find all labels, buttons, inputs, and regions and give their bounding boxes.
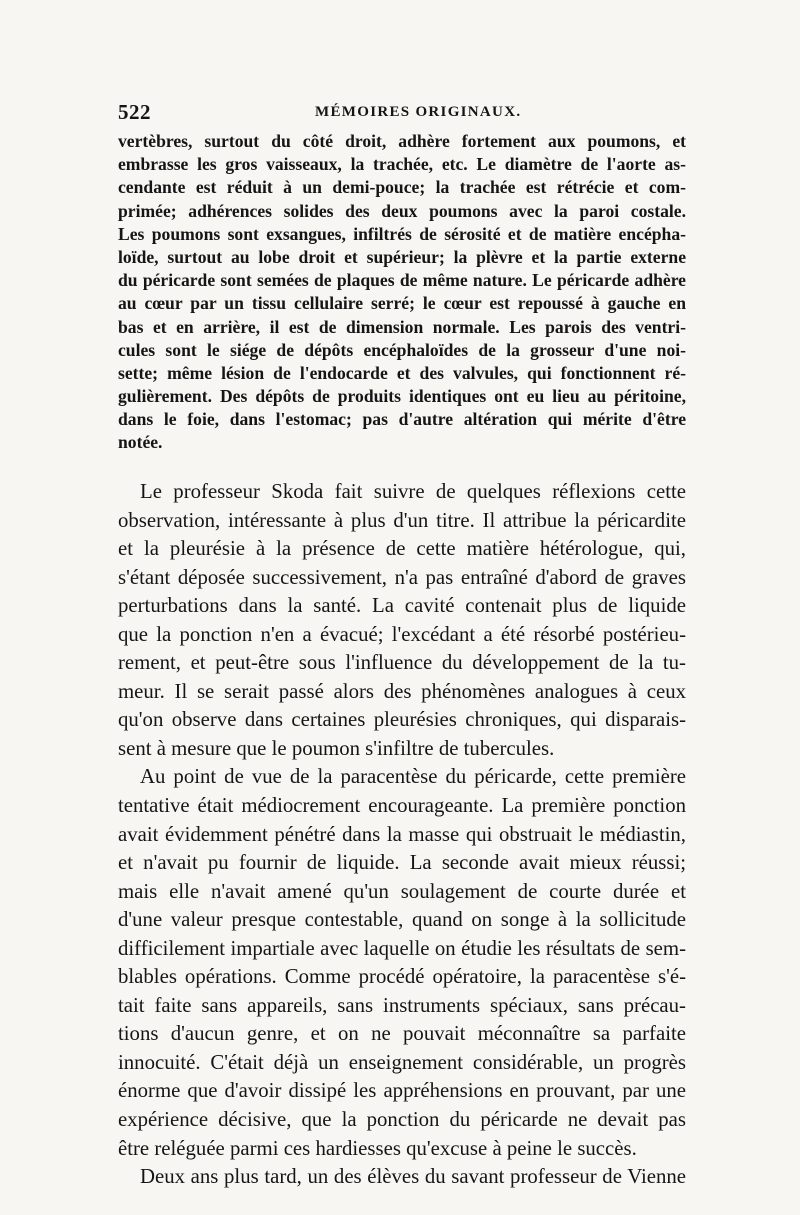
text-line: d'une valeur presque contestable, quand on songe à la sollicitude [118,908,686,932]
text-line: s'étant déposée successivement, n'a pas entraîné d'abord de graves [118,565,686,589]
text-line: Au point de vue de la paracentèse du péricarde, cette première [140,765,686,789]
text-line: et la pleurésie à la présence de cette matière hétérologue, qui, [118,537,686,561]
text-line: bas et en arrière, il est de dimension normale. Les parois des ventri- [118,316,686,337]
text-line: vertèbres, surtout du côté droit, adhère fortement aux poumons, et [118,131,686,151]
text-line: tions d'aucun genre, et on ne pouvait méconnaître sa parfaite [118,1022,686,1046]
text-line: rement, et peut-être sous l'influence du développement de la tu- [118,651,686,675]
text-line: cendante est réduit à un demi-pouce; la trachée est rétrécie et com- [118,177,686,198]
text-line: tait faite sans appareils, sans instruments spéciaux, sans précau- [118,993,686,1017]
observation-paragraph [118,130,686,455]
text-line: expérience décisive, que la ponction du péricarde ne devait pas [118,1108,686,1132]
text-line: être reléguée parmi ces hardiesses qu'excuse à peine le succès. [118,1136,637,1160]
text-line: loïde, surtout au lobe droit et supérieur; la plèvre et la partie externe [118,246,686,267]
text-line: observation, intéressante à plus d'un titre. Il attribue la péricardite [118,508,686,532]
text-line: notée. [118,432,163,453]
text-line: primée; adhérences solides des deux poumons avec la paroi costale. [118,200,686,221]
text-line: sent à mesure que le poumon s'infiltre de tubercules. [118,736,555,760]
commentary-paragraphs [118,478,686,1192]
text-line: Le professeur Skoda fait suivre de quelques réflexions cette [140,480,686,503]
running-title: MÉMOIRES ORIGINAUX. [315,104,522,120]
text-line: sette; même lésion de l'endocarde et des valvules, qui fonctionnent ré- [118,362,686,383]
text-line: mais elle n'avait amené qu'un soulagement de courte durée et [118,879,686,903]
text-line: perturbations dans la santé. La cavité contenait plus de liquide [118,594,686,618]
text-line: qu'on observe dans certaines pleurésies chroniques, qui disparais- [118,708,686,732]
text-line: énorme que d'avoir dissipé les appréhensions en prouvant, par une [118,1079,686,1103]
text-line: gulièrement. Des dépôts de produits identiques ont eu lieu au péritoine, [118,386,686,407]
text-line: innocuité. C'était déjà un enseignement considérable, un progrès [118,1050,686,1074]
text-line: cules sont le siége de dépôts encéphaloïdes de la grosseur d'une noi- [118,339,686,360]
text-line: dans le foie, dans l'estomac; pas d'autre altération qui mérite d'être [118,409,686,430]
text-line: au cœur par un tissu cellulaire serré; le cœur est repoussé à gauche en [118,293,686,314]
text-line: meur. Il se serait passé alors des phénomènes analogues à ceux [118,679,686,703]
page-header [118,100,688,128]
text-line: avait évidemment pénétré dans la masse qui obstruait le médiastin, [118,822,686,846]
text-line: du péricarde sont semées de plaques de même nature. Le péricarde adhère [118,270,686,291]
text-line: embrasse les gros vaisseaux, la trachée, etc. Le diamètre de l'aorte as- [118,154,686,175]
text-line: Les poumons sont exsangues, infiltrés de sérosité et de matière encépha- [118,223,686,244]
page-number: 522 [118,100,151,124]
text-line: blables opérations. Comme procédé opératoire, la paracentèse s'é- [118,965,686,989]
text-line: que la ponction n'en a évacué; l'excédant a été résorbé postérieu- [118,622,686,646]
text-line: Deux ans plus tard, un des élèves du savant professeur de Vienne [140,1165,686,1189]
text-line: et n'avait pu fournir de liquide. La seconde avait mieux réussi; [118,851,686,875]
text-line: difficilement impartiale avec laquelle on étudie les résultats de sem- [118,936,686,960]
text-line: tentative était médiocrement encourageante. La première ponction [118,794,686,818]
